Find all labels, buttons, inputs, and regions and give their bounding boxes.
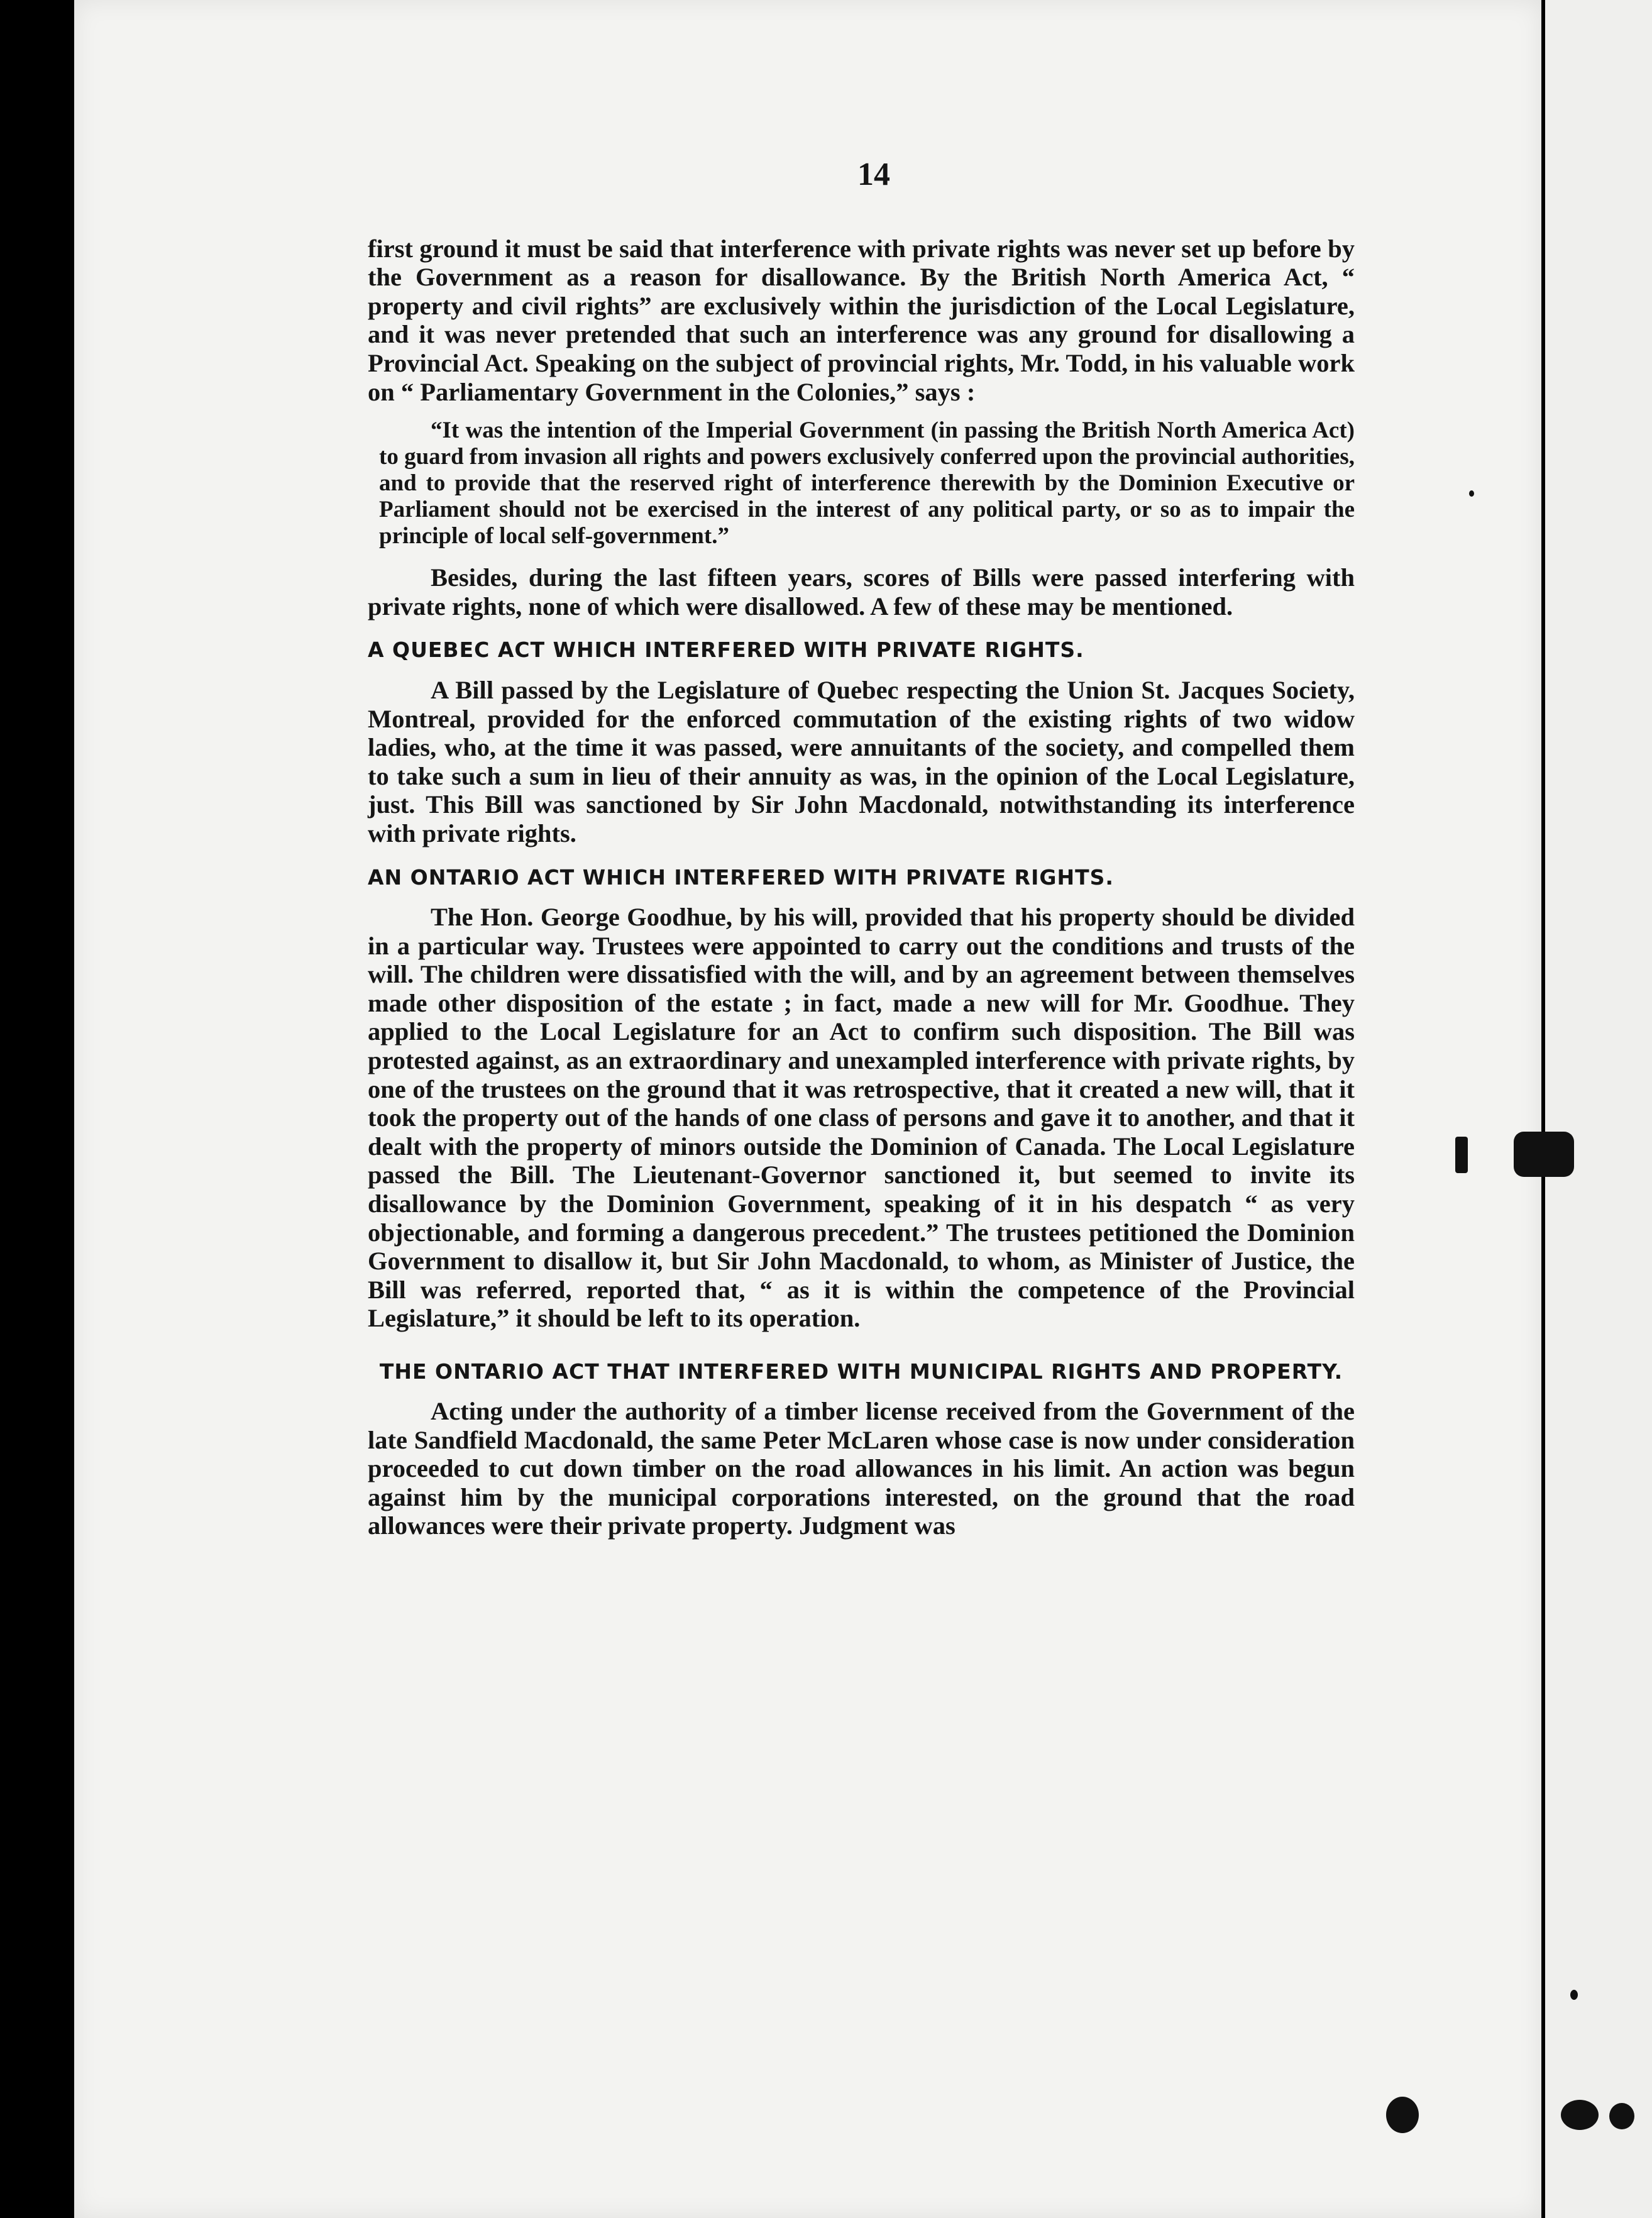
adjacent-page-edge	[1545, 0, 1652, 2218]
paragraph-besides: Besides, during the last fifteen years, scores of Bills were passed interfering with private rights, none of which were disallowed. A few of these may be mentioned.	[368, 563, 1355, 621]
section-heading-municipal: THE ONTARIO ACT THAT INTERFERED WITH MUNICIPAL RIGHTS AND PROPERTY.	[379, 1359, 1343, 1384]
section-heading-quebec: A QUEBEC ACT WHICH INTERFERED WITH PRIVATE RIGHTS.	[368, 637, 1084, 663]
section-heading-ontario: AN ONTARIO ACT WHICH INTERFERED WITH PRIVATE RIGHTS.	[368, 864, 1114, 890]
paragraph-quebec: A Bill passed by the Legislature of Quebec respecting the Union St. Jacques Society, Montreal, provided for the enforced commutation of the existing rights of two widow ladies, who, at the time it was passed, were annuitants of the society, and compelled them to take such a sum in lieu of their annuity as was, in the opinion of the Local Legislature, just. This Bill was sanctioned by Sir John Macdonald, notwithstanding its interference with private rights.	[368, 675, 1355, 847]
block-quote-todd: “It was the intention of the Imperial Government (in passing the British North America Act) to guard from invasion all rights and powers exclusively conferred upon the provincial authorities, and to provide that the reserved right of interference therewith by the Dominion Executive or Parliament should not be exercised in the interest of any political party, or so as to impair the principle of local self-government.”	[379, 417, 1355, 549]
scan-speck	[1469, 490, 1474, 497]
page-number: 14	[857, 157, 890, 192]
paragraph-intro: first ground it must be said that interference with private rights was never set up before by the Government as a reason for disallowance. By the British North America Act, “ property and civil rights” are exclusively within the jurisdiction of the Local Legislature, and it was never pretended that such an interference was any ground for disallowing a Provincial Act. Speaking on the subject of provincial rights, Mr. Todd, in his valuable work on “ Parliamentary Government in the Colonies,” says :	[368, 234, 1355, 406]
scan-speck	[1561, 2100, 1599, 2130]
scan-speck	[1609, 2103, 1634, 2129]
paragraph-mclaren: Acting under the authority of a timber license received from the Government of the late Sandfield Macdonald, the same Peter McLaren whose case is now under consideration proceeded to cut down timber on the road allowances in his limit. An action was begun against him by the municipal corporations interested, on the ground that the road allowances were their private property. Judgment was	[368, 1397, 1355, 1540]
paragraph-goodhue: The Hon. George Goodhue, by his will, provided that his property should be divided in a particular way. Trustees were appointed to carry out the conditions and trusts of the will. The children were dissatisfied with the will, and by an agreement between themselves made other disposition of the estate ; in fact, made a new will for Mr. Goodhue. They applied to the Local Legislature for an Act to confirm such disposition. The Bill was protested against, as an extraordinary and unexampled interference with private rights, by one of the trustees on the ground that it was retrospective, that it created a new will, that it took the property out of the hands of one class of persons and gave it to another, and that it dealt with the property of minors outside the Dominion of Canada. The Local Legislature passed the Bill. The Lieutenant-Governor sanctioned it, but seemed to invite its disallowance by the Dominion Government, speaking of it in his despatch “ as very objectionable, and forming a dangerous precedent.” The trustees petitioned the Dominion Government to disallow it, but Sir John Macdonald, to whom, as Minister of Justice, the Bill was referred, reported that, “ as it is within the competence of the Provincial Legislature,” it should be left to its operation.	[368, 903, 1355, 1333]
scan-speck	[1386, 2097, 1419, 2133]
scan-artifact	[1455, 1137, 1468, 1173]
scan-artifact	[1514, 1132, 1574, 1177]
page-text	[368, 157, 1355, 1540]
scan-speck	[1570, 1990, 1578, 2000]
